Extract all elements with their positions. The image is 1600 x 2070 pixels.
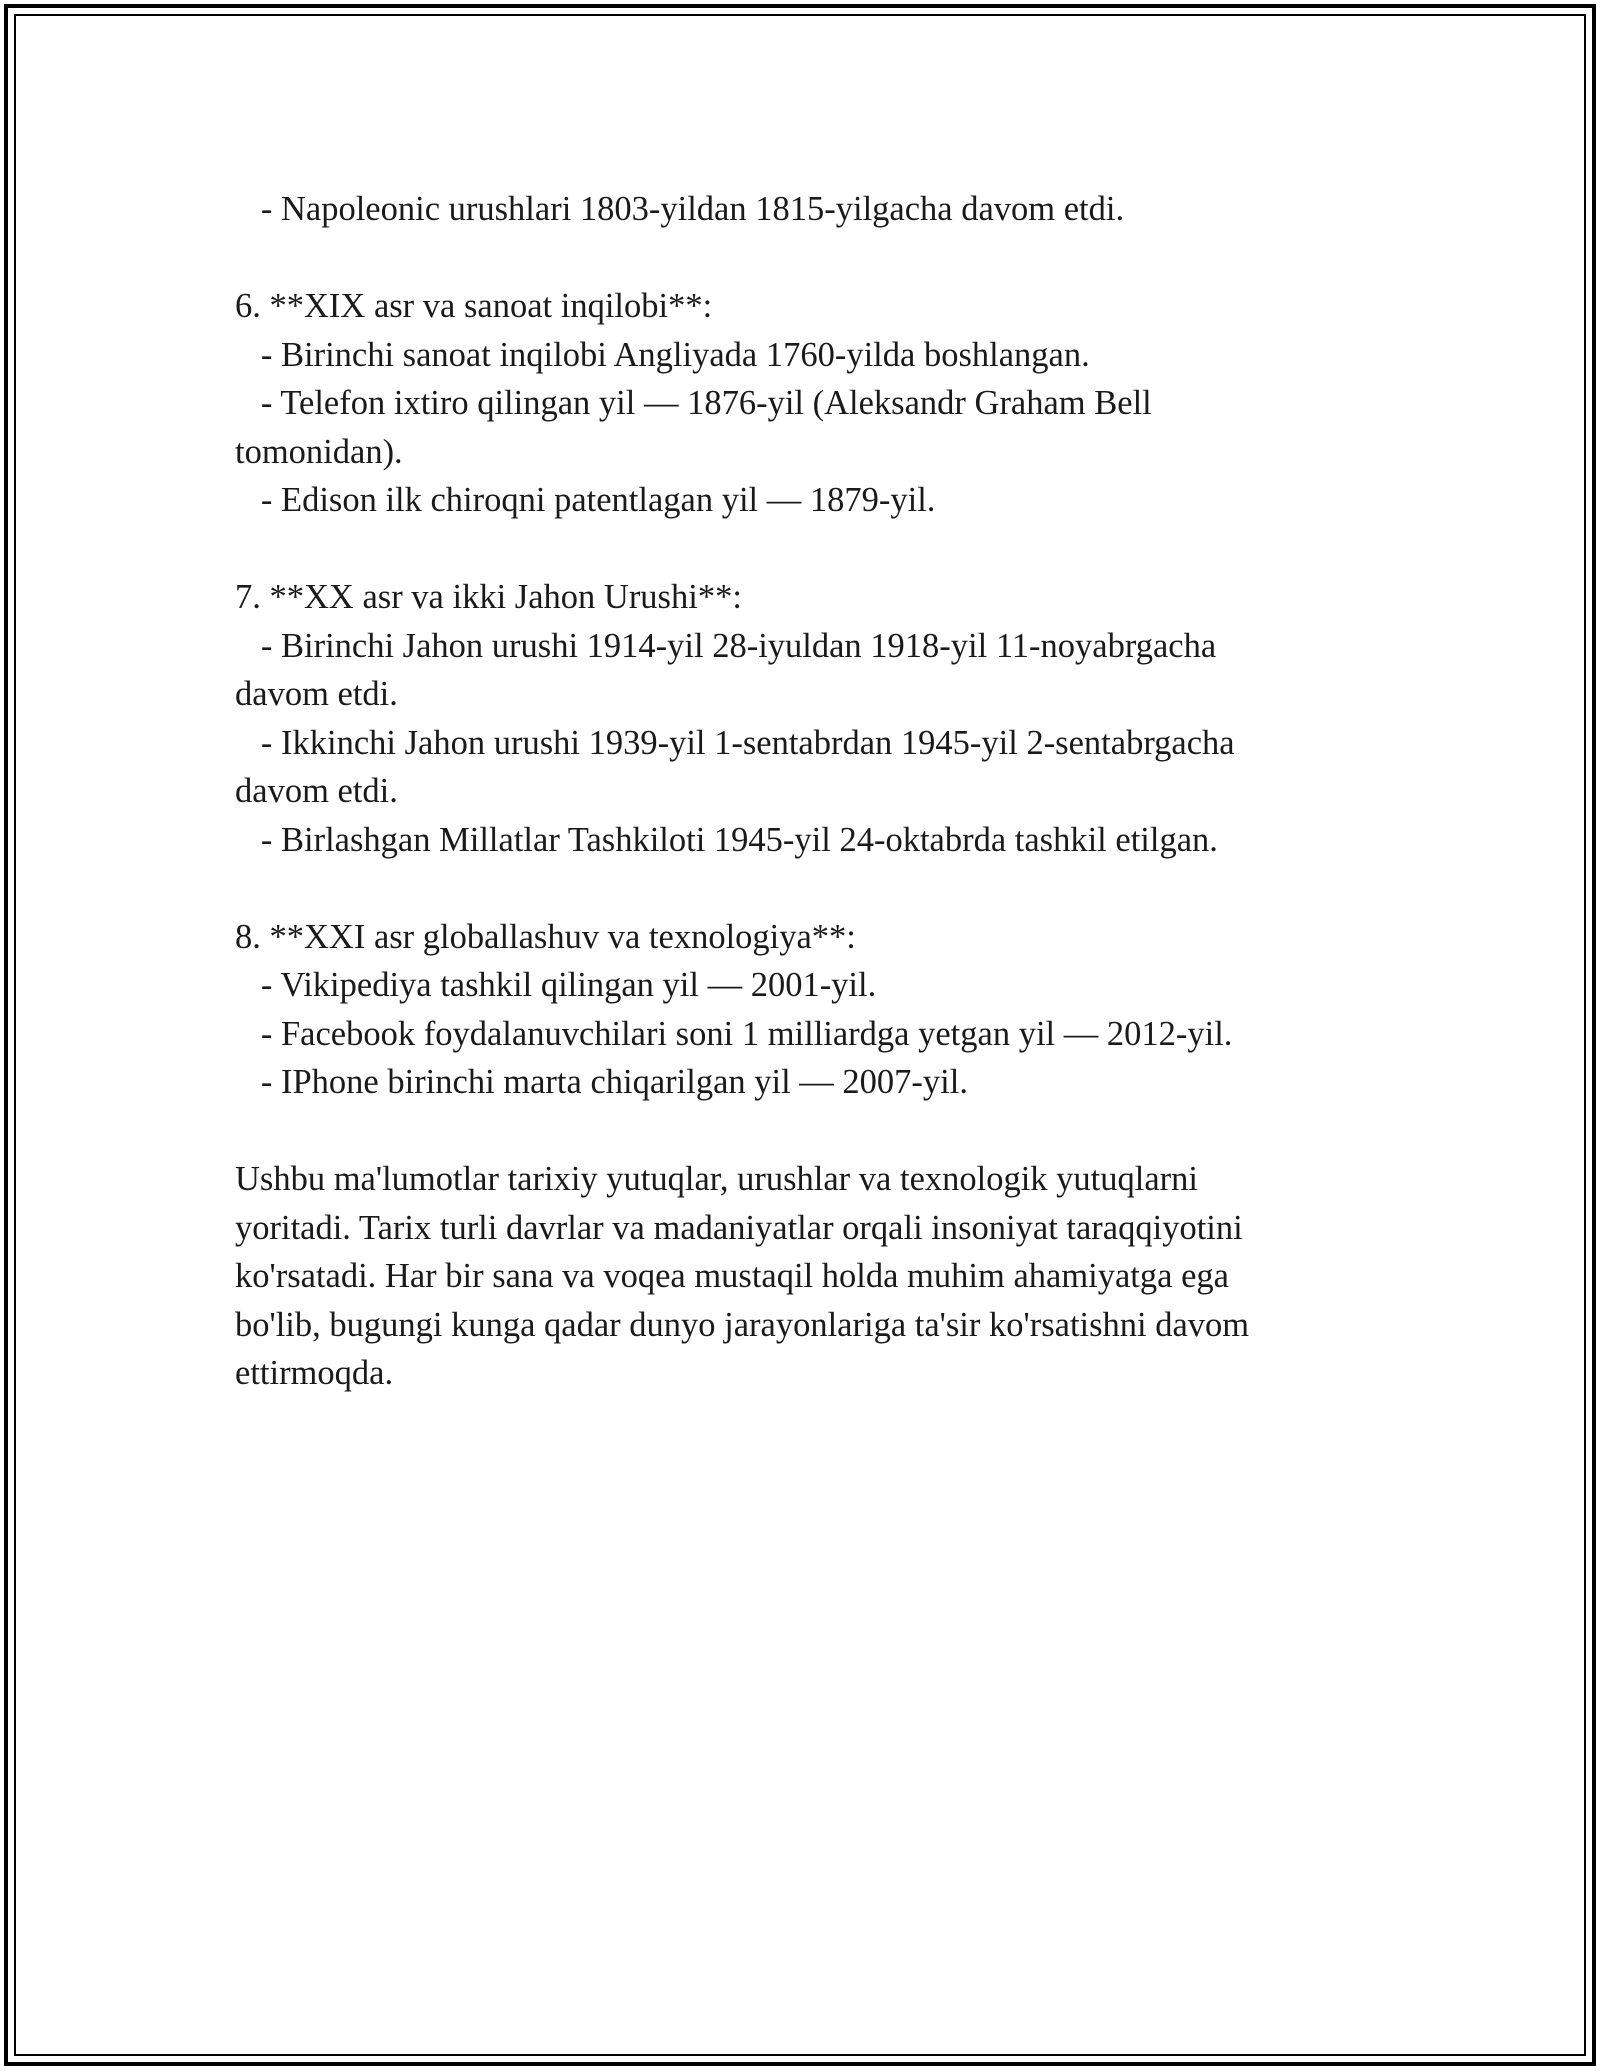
bullet-telephone-line-2: tomonidan).	[235, 432, 403, 471]
bullet-wikipedia: - Vikipediya tashkil qilingan yil — 2001-yil.	[235, 966, 877, 1004]
bullet-united-nations: - Birlashgan Millatlar Tashkiloti 1945-yil 24-oktabrda tashkil etilgan.	[235, 820, 1218, 859]
bullet-ww1-line-2: davom etdi.	[235, 675, 398, 713]
bullet-telephone-line-1: - Telefon ixtiro qilingan yil — 1876-yil (Aleksandr Graham Bell	[235, 384, 1152, 422]
bullet-facebook: - Facebook foydalanuvchilari soni 1 milliardga yetgan yil — 2012-yil.	[235, 1014, 1233, 1053]
bullet-edison-bulb: - Edison ilk chiroqni patentlagan yil — 1879-yil.	[235, 481, 936, 519]
bullet-ww2-line-2: davom etdi.	[235, 772, 398, 810]
conclusion-line-2: yoritadi. Tarix turli davrlar va madaniyatlar orqali insoniyat taraqqiyotini	[235, 1208, 1243, 1247]
conclusion-line-5: ettirmoqda.	[235, 1354, 394, 1392]
spacer	[235, 1107, 1365, 1156]
bullet-napoleonic-wars: - Napoleonic urushlari 1803-yildan 1815-yilgacha davom etdi.	[235, 190, 1125, 228]
spacer	[235, 234, 1365, 283]
bullet-iphone: - IPhone birinchi marta chiqarilgan yil — 2007-yil.	[235, 1063, 968, 1101]
bullet-industrial-revolution: - Birinchi sanoat inqilobi Angliyada 1760-yilda boshlangan.	[235, 335, 1090, 374]
bullet-ww2-line-1: - Ikkinchi Jahon urushi 1939-yil 1-sentabrdan 1945-yil 2-sentabrgacha	[235, 723, 1235, 762]
section-6-heading: 6. **XIX asr va sanoat inqilobi**:	[235, 287, 713, 325]
conclusion-line-3: ko'rsatadi. Har bir sana va voqea mustaqil holda muhim ahamiyatga ega	[235, 1257, 1229, 1295]
conclusion-line-1: Ushbu ma'lumotlar tarixiy yutuqlar, urushlar va texnologik yutuqlarni	[235, 1160, 1198, 1198]
conclusion-line-4: bo'lib, bugungi kunga qadar dunyo jarayonlariga ta'sir ko'rsatishni davom	[235, 1305, 1250, 1344]
spacer	[235, 864, 1365, 913]
document-body	[235, 185, 1365, 1398]
section-8-heading: 8. **XXI asr globallashuv va texnologiya**:	[235, 917, 856, 956]
section-7-heading: 7. **XX asr va ikki Jahon Urushi**:	[235, 578, 742, 616]
spacer	[235, 525, 1365, 574]
bullet-ww1-line-1: - Birinchi Jahon urushi 1914-yil 28-iyuldan 1918-yil 11-noyabrgacha	[235, 626, 1217, 665]
